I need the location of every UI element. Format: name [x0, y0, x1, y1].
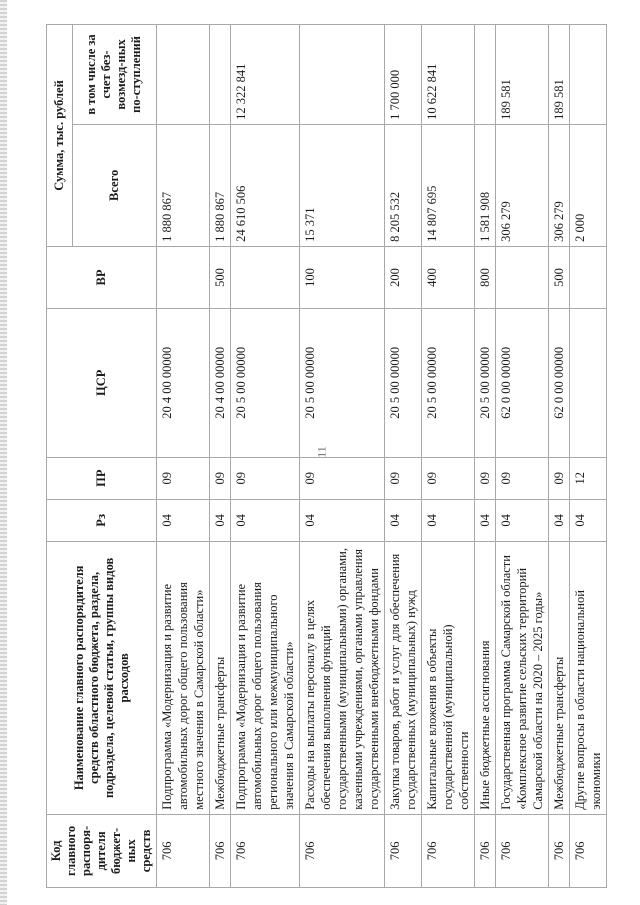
cell-csr: 20 5 00 00000 [300, 309, 385, 458]
cell-pr: 09 [385, 457, 422, 499]
cell-fed [210, 25, 231, 125]
header-kod: Код главного распоря-дителя бюджет-ных средств [47, 814, 157, 887]
cell-csr: 20 4 00 00000 [157, 309, 210, 458]
page-left-edge [0, 0, 7, 905]
cell-csr: 20 5 00 00000 [475, 309, 496, 458]
cell-vr: 800 [475, 246, 496, 308]
cell-fed [475, 25, 496, 125]
cell-kod: 706 [385, 814, 422, 887]
header-vr: ВР [47, 246, 157, 308]
cell-csr [570, 309, 607, 458]
cell-rz: 04 [549, 499, 570, 541]
cell-vr: 200 [385, 246, 422, 308]
cell-pr: 09 [210, 457, 231, 499]
header-rz: Рз [47, 499, 157, 541]
cell-csr: 62 0 00 00000 [549, 309, 570, 458]
table-header [47, 25, 157, 888]
cell-kod: 706 [157, 814, 210, 887]
table-row [157, 25, 210, 888]
cell-csr: 20 5 00 00000 [385, 309, 422, 458]
cell-kod: 706 [570, 814, 607, 887]
header-csr: ЦСР [47, 309, 157, 458]
cell-kod: 706 [549, 814, 570, 887]
cell-name: Расходы на выплаты персоналу в целях обеспечения выполнения функций государственными (муниципальными) органами, казенными учреждениями, органами управления государственными внебюджетными фондами [300, 541, 385, 814]
cell-vsego: 1 880 867 [210, 124, 231, 246]
table-body [157, 25, 607, 888]
cell-csr: 20 5 00 00000 [231, 309, 300, 458]
table-row [422, 25, 475, 888]
cell-name: Государственная программа Самарской области «Комплексное развитие сельских территорий Самарской области на 2020 – 2025 годы» [496, 541, 549, 814]
cell-pr: 09 [422, 457, 475, 499]
cell-rz: 04 [422, 499, 475, 541]
cell-kod: 706 [210, 814, 231, 887]
cell-rz: 04 [157, 499, 210, 541]
cell-fed [300, 25, 385, 125]
table-row [475, 25, 496, 888]
cell-vsego: 1 880 867 [157, 124, 210, 246]
cell-vsego: 2 000 [570, 124, 607, 246]
cell-name: Межбюджетные трансферты [210, 541, 231, 814]
cell-kod: 706 [496, 814, 549, 887]
cell-kod: 706 [475, 814, 496, 887]
table-row [385, 25, 422, 888]
cell-vr: 100 [300, 246, 385, 308]
cell-vr [496, 246, 549, 308]
cell-name: Подпрограмма «Модернизация и развитие автомобильных дорог общего пользования местного значения в Самарской области» [157, 541, 210, 814]
cell-fed: 189 581 [549, 25, 570, 125]
cell-fed: 10 622 841 [422, 25, 475, 125]
table-row [231, 25, 300, 888]
cell-name: Межбюджетные трансферты [549, 541, 570, 814]
cell-name: Другие вопросы в области национальной экономики [570, 541, 607, 814]
rotated-page-content [46, 24, 614, 888]
cell-name: Закупка товаров, работ и услуг для обеспечения государственных (муниципальных) нужд [385, 541, 422, 814]
cell-vr [157, 246, 210, 308]
cell-vsego: 24 610 506 [231, 124, 300, 246]
cell-kod: 706 [300, 814, 385, 887]
cell-rz: 04 [496, 499, 549, 541]
table-row [549, 25, 570, 888]
cell-name: Капитальные вложения в объекты государственной (муниципальной) собственности [422, 541, 475, 814]
cell-rz: 04 [300, 499, 385, 541]
cell-vr: 400 [422, 246, 475, 308]
table-row [300, 25, 385, 888]
cell-vsego: 1 581 908 [475, 124, 496, 246]
cell-fed: 12 322 841 [231, 25, 300, 125]
cell-vsego: 306 279 [496, 124, 549, 246]
cell-vr [231, 246, 300, 308]
cell-fed: 189 581 [496, 25, 549, 125]
cell-rz: 04 [385, 499, 422, 541]
cell-pr: 09 [549, 457, 570, 499]
cell-vsego: 15 371 [300, 124, 385, 246]
cell-vsego: 306 279 [549, 124, 570, 246]
page-number: 11 [314, 446, 329, 458]
cell-csr: 20 4 00 00000 [210, 309, 231, 458]
cell-name: Подпрограмма «Модернизация и развитие автомобильных дорог общего пользования регионального или межмуниципального значения в Самарской области» [231, 541, 300, 814]
cell-kod: 706 [422, 814, 475, 887]
cell-kod: 706 [231, 814, 300, 887]
cell-csr: 20 5 00 00000 [422, 309, 475, 458]
table-row [496, 25, 549, 888]
cell-vsego: 14 807 695 [422, 124, 475, 246]
cell-rz: 04 [210, 499, 231, 541]
cell-pr: 09 [475, 457, 496, 499]
cell-pr: 09 [231, 457, 300, 499]
header-summa: Сумма, тыс. рублей [47, 25, 73, 247]
header-name: Наименование главного распорядителя средств областного бюджета, раздела, подраздела, целевой статьи, группы видов расходов [47, 541, 157, 814]
cell-rz: 04 [570, 499, 607, 541]
cell-vr [570, 246, 607, 308]
cell-pr: 12 [570, 457, 607, 499]
cell-pr: 09 [496, 457, 549, 499]
cell-fed [570, 25, 607, 125]
cell-rz: 04 [231, 499, 300, 541]
cell-vr: 500 [549, 246, 570, 308]
cell-pr: 09 [300, 457, 385, 499]
cell-name: Иные бюджетные ассигнования [475, 541, 496, 814]
table-row [210, 25, 231, 888]
header-fed: в том числе за счет без-возмезд-ных по-ступлений [72, 25, 156, 125]
cell-csr: 62 0 00 00000 [496, 309, 549, 458]
cell-fed [157, 25, 210, 125]
header-vsego: Всего [72, 124, 156, 246]
cell-rz: 04 [475, 499, 496, 541]
cell-vr: 500 [210, 246, 231, 308]
budget-table [46, 24, 607, 888]
cell-fed: 1 700 000 [385, 25, 422, 125]
cell-pr: 09 [157, 457, 210, 499]
cell-vsego: 8 205 532 [385, 124, 422, 246]
header-pr: ПР [47, 457, 157, 499]
table-row [570, 25, 607, 888]
